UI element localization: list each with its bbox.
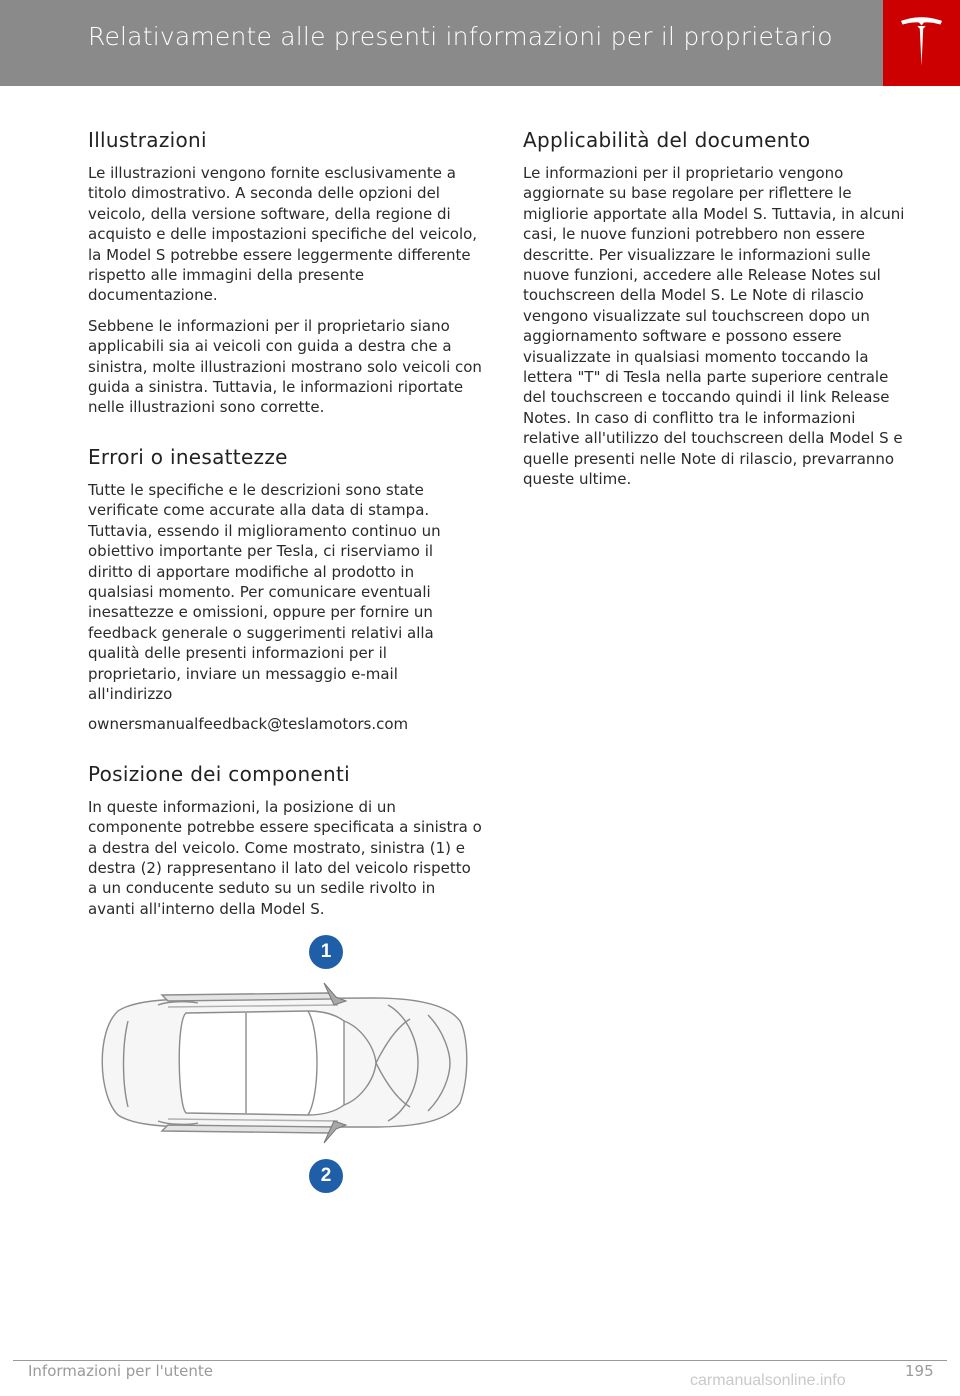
- section-applicabilita: [523, 128, 915, 490]
- section-heading: Posizione dei componenti: [88, 761, 351, 786]
- section-heading: Errori o inesattezze: [88, 444, 288, 469]
- tesla-logo-icon: [899, 16, 944, 68]
- email-address[interactable]: ownersmanualfeedback@teslamotors.com: [88, 715, 409, 734]
- tesla-logo-box: [883, 0, 960, 86]
- watermark: carmanualsonline.info: [690, 1372, 846, 1389]
- page-number: 195: [905, 1362, 934, 1380]
- callout-1: 1: [309, 935, 343, 969]
- callout-2: 2: [309, 1159, 343, 1193]
- section-heading: Illustrazioni: [88, 128, 207, 152]
- paragraph: Le illustrazioni vengono fornite esclusivamente a titolo dimostrativo. A seconda delle opzioni del veicolo, della versione software, della regione di acquisto e delle impostazioni specifiche del veicolo, la Model S potrebbe essere leggermente differente rispetto alle immagini della presente documentazione.: [88, 164, 478, 305]
- car-top-view-figure: [88, 935, 482, 1205]
- page-header: [0, 0, 883, 86]
- section-illustrazioni: [88, 128, 482, 418]
- right-column: [523, 128, 915, 517]
- page-title: Relativamente alle presenti informazioni per il proprietario: [88, 22, 833, 51]
- left-column: [88, 128, 482, 1232]
- footer-divider: [13, 1360, 947, 1361]
- paragraph: Sebbene le informazioni per il proprietario siano applicabili sia ai veicoli con guida a destra che a sinistra, molte illustrazioni mostrano solo veicoli con guida a sinistra. Tuttavia, le informazioni riportate nelle illustrazioni sono corrette.: [88, 316, 482, 417]
- paragraph: Le informazioni per il proprietario vengono aggiornate su base regolare per riflettere le migliorie apportate alla Model S. Tuttavia, in alcuni casi, le nuove funzioni potrebbero non essere descritte. Per visualizzare le informazioni sulle nuove funzioni, accedere alle Release Notes sul touchscreen della Model S. Le Note di rilascio vengono visualizzate sul touchscreen dopo un aggiornamento software e possono essere visualizzate in qualsiasi momento toccando la lettera "T" di Tesla nella parte superiore centrale del touchscreen e toccando quindi il link Release Notes. In caso di conflitto tra le informazioni relative all'utilizzo del touchscreen della Model S e quelle presenti nelle Note di rilascio, prevarranno queste ultime.: [523, 164, 905, 489]
- section-posizione: [88, 762, 482, 1205]
- car-top-view-icon: [88, 935, 482, 1205]
- paragraph: In queste informazioni, la posizione di un componente potrebbe essere specificata a sinistra o a destra del veicolo. Come mostrato, sinistra (1) e destra (2) rappresentano il lato del veicolo rispetto a un conducente seduto su un sedile rivolto in avanti all'interno della Model S.: [88, 797, 482, 918]
- footer-section-name: Informazioni per l'utente: [28, 1362, 213, 1380]
- section-heading: Applicabilità del documento: [523, 128, 811, 152]
- paragraph: Tutte le specifiche e le descrizioni sono state verificate come accurate alla data di stampa. Tuttavia, essendo il miglioramento continuo un obiettivo importante per Tesla, ci riserviamo il diritto di apportare modifiche al prodotto in qualsiasi momento. Per comunicare eventuali inesattezze e omissioni, oppure per fornire un feedback generale o suggerimenti relativi alla qualità delle presenti informazioni per il proprietario, inviare un messaggio e-mail all'indirizzo: [88, 480, 441, 703]
- section-errori: [88, 445, 482, 735]
